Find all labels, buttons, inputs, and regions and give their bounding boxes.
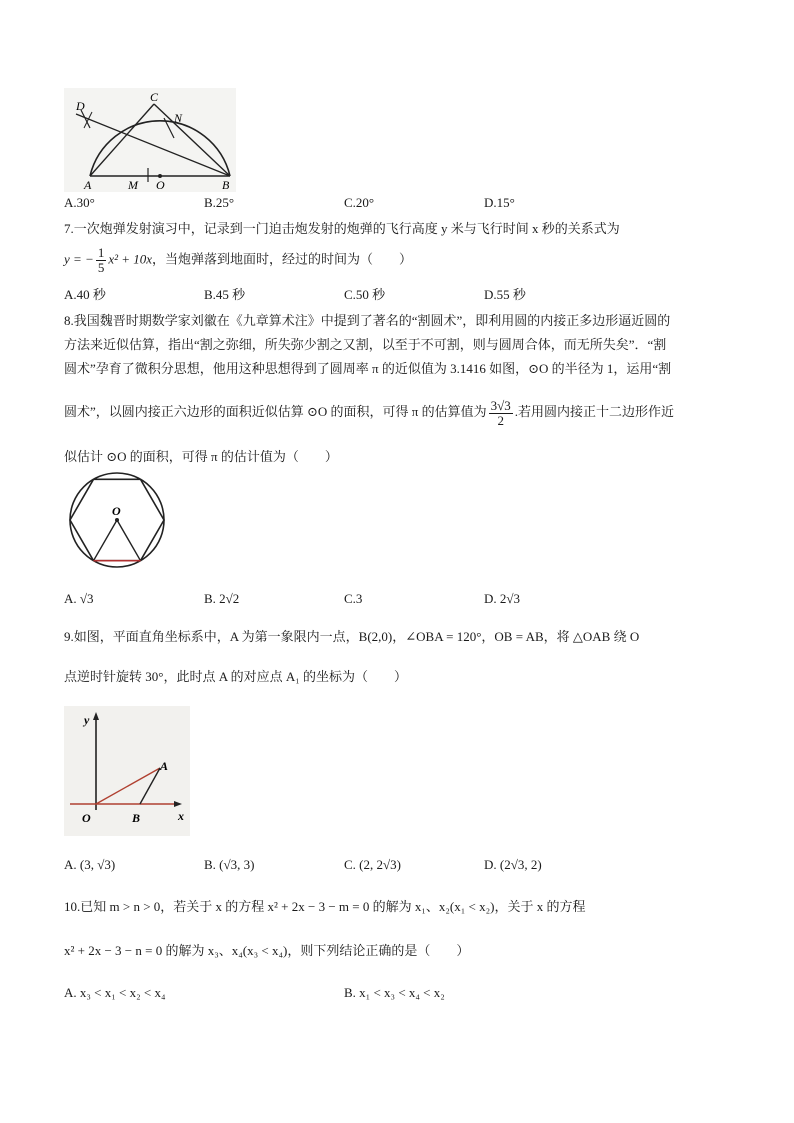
q8-stem-line3: 圆术”孕育了微积分思想，他用这种思想得到了圆周率 π 的近似值为 3.1416 如图，⊙O 的半径为 1，运用“割 [64,361,672,376]
q6-figure [64,88,236,192]
q8-stem-line1: 8.我国魏晋时期数学家刘徽在《九章算术注》中提到了著名的“割圆术”，即利用圆的内接正多边形逼近圆的 [64,313,671,328]
q6-option-d[interactable]: D.15° [484,195,515,210]
q8-option-a[interactable]: A. √3 [64,591,94,606]
q8-figure [64,472,174,572]
coordinate-diagram [64,706,190,836]
q9-option-d[interactable]: D. (2√3, 2) [484,857,542,872]
axis-x-label: x [178,809,184,823]
q8-frac-den: 2 [497,412,504,428]
label-O: O [82,811,91,825]
q8-fraction [489,399,513,428]
label-N: N [174,111,183,125]
q6-option-b[interactable]: B.25° [204,195,235,210]
hexagon-circle-diagram [64,472,174,572]
q6-option-a[interactable]: A.30° [64,195,95,210]
q9-option-a[interactable]: A. (3, √3) [64,857,116,872]
q8-frac-num: 3√3 [490,397,511,413]
label-B: B [132,811,141,825]
q7-option-d[interactable]: D.55 秒 [484,287,526,302]
q7-stem-line1: 7.一次炮弹发射演习中，记录到一门迫击炮发射的炮弹的飞行高度 y 米与飞行时间 x 秒的关系式为 [64,221,620,236]
q9-stem-line2: 点逆时针旋转 30°，此时点 A 的对应点 A₁ 的坐标为（ ） [64,669,408,684]
q7-option-a[interactable]: A.40 秒 [64,287,106,302]
q9-option-b[interactable]: B. (√3, 3) [204,857,255,872]
q8-stem-line2: 方法来近似估算，指出“割之弥细，所失弥少割之又割，以至于不可割，则与圆周合体，而无所失矣”．“割 [64,337,667,352]
axis-y-label: y [84,713,90,727]
q7-fraction [96,246,107,275]
q8-option-d[interactable]: D. 2√3 [484,591,521,606]
q8-line4-head: 圆术”，以圆内接正六边形的面积近似估算 ⊙O 的面积，可得 π 的估算值为 [64,404,487,419]
label-M: M [128,178,138,192]
q8-option-c[interactable]: C.3 [344,591,363,606]
q10-option-b[interactable]: B. x₁ < x₃ < x₄ < x₂ [344,985,445,1000]
label-O: O [156,178,165,192]
label-O: O [112,504,121,518]
q9-option-c[interactable]: C. (2, 2√3) [344,857,401,872]
q8-stem-line5: 似估计 ⊙O 的面积，可得 π 的估计值为（ ） [64,449,338,464]
q9-stem-line1: 9.如图，平面直角坐标系中，A 为第一象限内一点，B(2,0)，∠OBA = 120°，OB = AB，将 △OAB 绕 O [64,629,640,644]
q7-stem-tail: ，当炮弹落到地面时，经过的时间为（ ） [152,251,413,267]
q10-option-a[interactable]: A. x₃ < x₁ < x₂ < x₄ [64,985,166,1000]
semicircle-diagram [64,88,236,192]
q8-line4-tail: .若用圆内接正十二边形作近 [514,404,675,419]
q8-option-b[interactable]: B. 2√2 [204,591,240,606]
q10-stem-line2: x² + 2x − 3 − n = 0 的解为 x₃、x₄(x₃ < x₄)，则下列结论正确的是（ ） [64,943,470,958]
q7-option-b[interactable]: B.45 秒 [204,287,246,302]
label-C: C [150,90,159,104]
q7-stem-line2 [64,246,412,275]
q7-frac-num: 1 [97,245,105,260]
q8-stem-line4 [64,394,674,430]
q6-option-c[interactable]: C.20° [344,195,375,210]
q9-figure [64,706,190,836]
q7-frac-den: 5 [97,260,105,275]
label-B: B [222,178,230,192]
q7-option-c[interactable]: C.50 秒 [344,287,386,302]
q7-formula-rhs: x² + 10x [108,251,153,267]
label-D: D [76,99,85,113]
q7-formula-lhs: y = − [64,251,94,267]
label-A: A [84,178,92,192]
label-A: A [160,759,169,773]
q10-stem-line1: 10.已知 m > n > 0，若关于 x 的方程 x² + 2x − 3 − m = 0 的解为 x₁、x₂(x₁ < x₂)，关于 x 的方程 [64,899,586,914]
